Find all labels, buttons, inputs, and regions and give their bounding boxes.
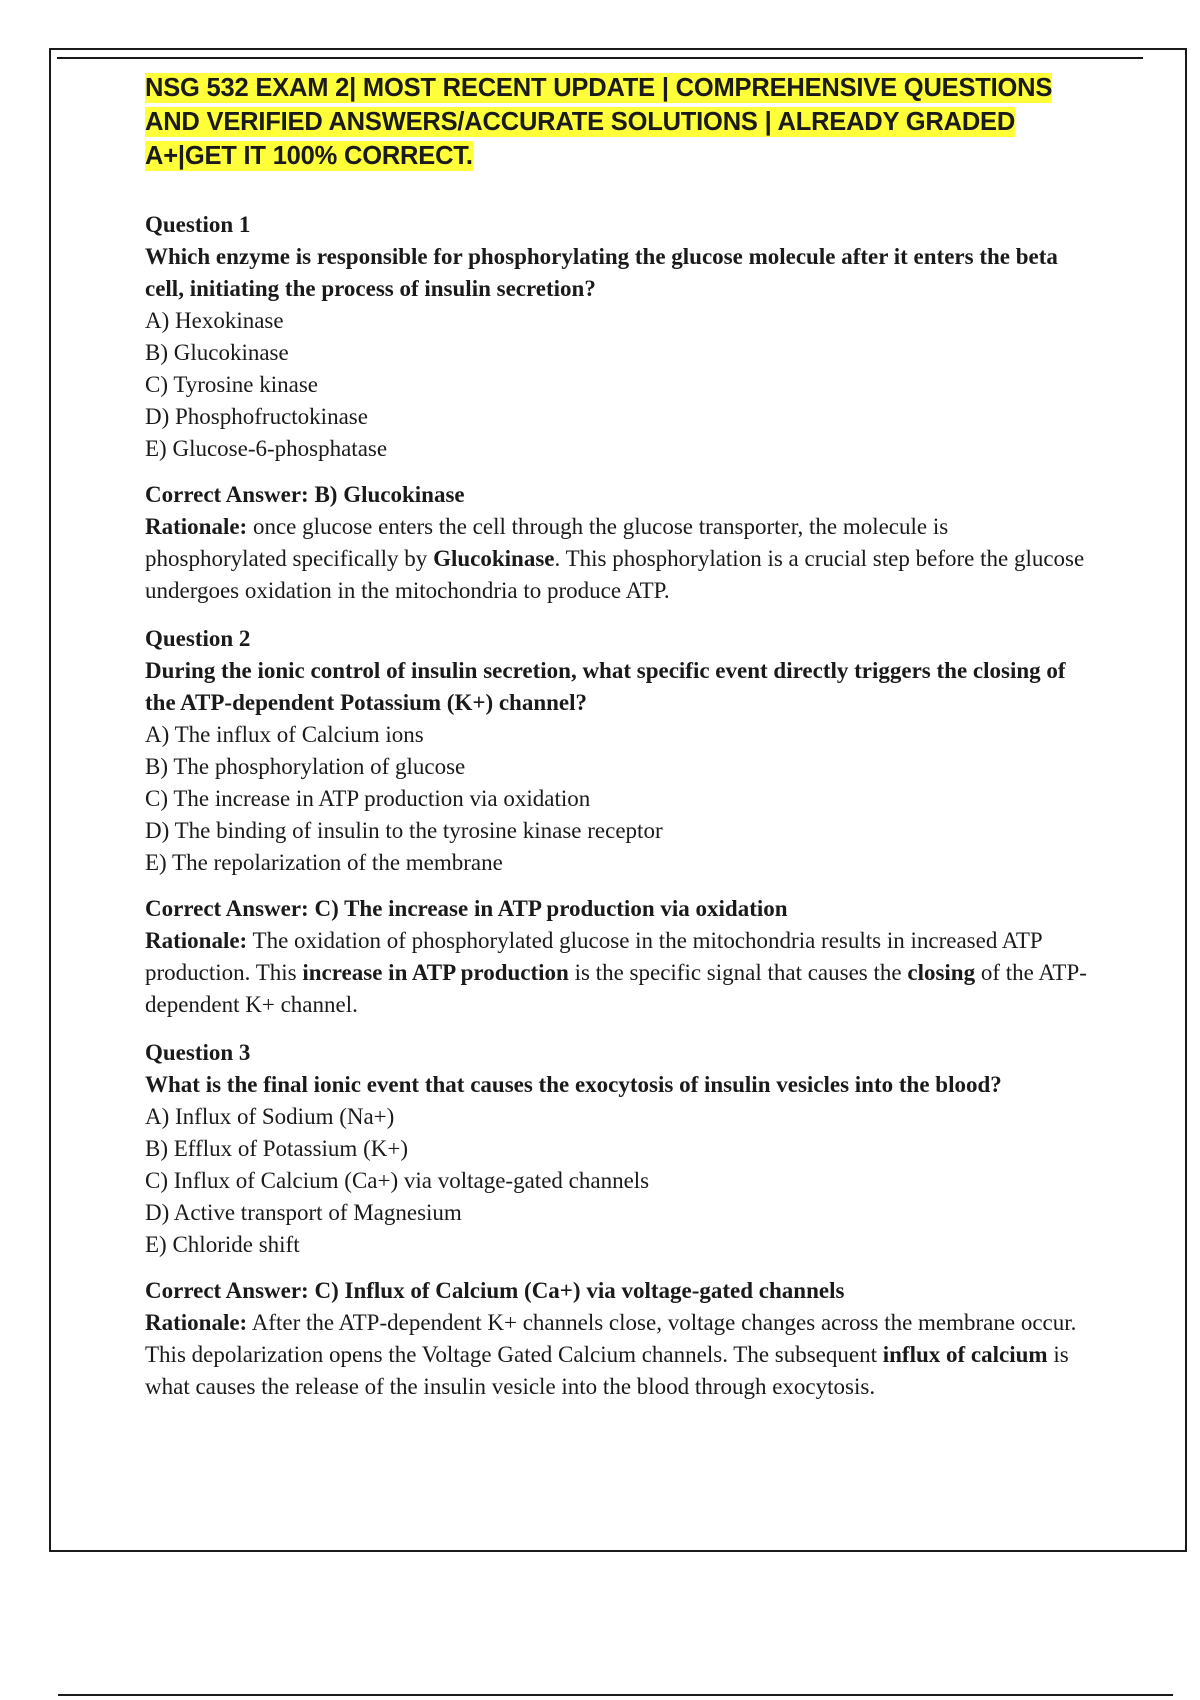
question-block	[145, 623, 1095, 1021]
answer-option[interactable]: E) Chloride shift	[145, 1232, 300, 1257]
rationale-text: once glucose enters the cell through the glucose transporter, the molecule is phosphorylated specifically by	[145, 514, 954, 571]
answer-option[interactable]: D) Active transport of Magnesium	[145, 1200, 462, 1225]
answer-option[interactable]: C) Tyrosine kinase	[145, 372, 318, 397]
rationale-text: is the specific signal that causes the	[568, 960, 908, 985]
answer-option[interactable]: E) Glucose-6-phosphatase	[145, 436, 388, 461]
highlighted-title-text: NSG 532 EXAM 2| MOST RECENT UPDATE | COMPREHENSIVE QUESTIONS AND VERIFIED ANSWERS/ACCURATE SOLUTIONS | ALREADY GRADED A+|GET IT 100% CORRECT.	[145, 74, 1053, 170]
correct-answer-value: B) Glucokinase	[314, 482, 465, 507]
answer-option[interactable]: B) The phosphorylation of glucose	[145, 754, 466, 779]
answer-option[interactable]: C) Influx of Calcium (Ca+) via voltage-gated channels	[145, 1168, 650, 1193]
rationale-emphasis: Glucokinase	[433, 546, 555, 571]
rationale-emphasis: increase in ATP production	[302, 960, 569, 985]
answer-options	[145, 1101, 1095, 1261]
answer-option[interactable]: A) Hexokinase	[145, 308, 284, 333]
question-text: Which enzyme is responsible for phosphorylating the glucose molecule after it enters the beta cell, initiating the process of insulin secretion?	[145, 244, 1058, 301]
answer-option[interactable]: D) Phosphofructokinase	[145, 404, 368, 429]
answer-options	[145, 305, 1095, 465]
question-list	[145, 209, 1095, 1403]
rationale-label: Rationale:	[145, 928, 248, 953]
rationale-emphasis: closing	[907, 960, 976, 985]
correct-answer-label: Correct Answer:	[145, 1278, 309, 1303]
question-block	[145, 209, 1095, 607]
rationale	[145, 1307, 1095, 1403]
answer-option[interactable]: D) The binding of insulin to the tyrosine kinase receptor	[145, 818, 663, 843]
rationale-text: is what causes the release of the insulin vesicle into the blood through exocytosis.	[145, 1342, 1075, 1399]
correct-answer	[145, 893, 1095, 925]
document-content	[145, 71, 1095, 1419]
answer-option[interactable]: B) Glucokinase	[145, 340, 289, 365]
question-block	[145, 1037, 1095, 1403]
correct-answer	[145, 479, 1095, 511]
answer-option[interactable]: A) Influx of Sodium (Na+)	[145, 1104, 395, 1129]
answer-option[interactable]: C) The increase in ATP production via oxidation	[145, 786, 591, 811]
rationale-text: The oxidation of phosphorylated glucose in the mitochondria results in increased ATP production. This	[145, 928, 1048, 985]
answer-option[interactable]: B) Efflux of Potassium (K+)	[145, 1136, 408, 1161]
rationale-text: After the ATP-dependent K+ channels close, voltage changes across the membrane occur. This depolarization opens the Voltage Gated Calcium channels. The subsequent	[145, 1310, 1082, 1367]
correct-answer-value: C) Influx of Calcium (Ca+) via voltage-gated channels	[314, 1278, 845, 1303]
question-text: During the ionic control of insulin secretion, what specific event directly triggers the closing of the ATP-dependent Potassium (K+) channel?	[145, 658, 1066, 715]
rationale	[145, 925, 1095, 1021]
correct-answer	[145, 1275, 1095, 1307]
correct-answer-label: Correct Answer:	[145, 482, 309, 507]
answer-options	[145, 719, 1095, 879]
question-label: Question 2	[145, 626, 251, 651]
correct-answer-value: C) The increase in ATP production via oxidation	[314, 896, 788, 921]
answer-option[interactable]: E) The repolarization of the membrane	[145, 850, 503, 875]
question-label: Question 3	[145, 1040, 251, 1065]
rationale-emphasis: influx of calcium	[882, 1342, 1048, 1367]
top-rule	[57, 57, 1143, 59]
rationale-label: Rationale:	[145, 514, 248, 539]
document-title	[145, 71, 1095, 173]
question-label: Question 1	[145, 212, 251, 237]
bottom-rule	[58, 1694, 1173, 1696]
correct-answer-label: Correct Answer:	[145, 896, 309, 921]
rationale	[145, 511, 1095, 607]
rationale-text: of the ATP-dependent K+ channel.	[145, 960, 1087, 1017]
answer-option[interactable]: A) The influx of Calcium ions	[145, 722, 424, 747]
question-text: What is the final ionic event that causes the exocytosis of insulin vesicles into the blood?	[145, 1072, 1002, 1097]
rationale-label: Rationale:	[145, 1310, 248, 1335]
rationale-text: . This phosphorylation is a crucial step before the glucose undergoes oxidation in the mitochondria to produce ATP.	[145, 546, 1090, 603]
